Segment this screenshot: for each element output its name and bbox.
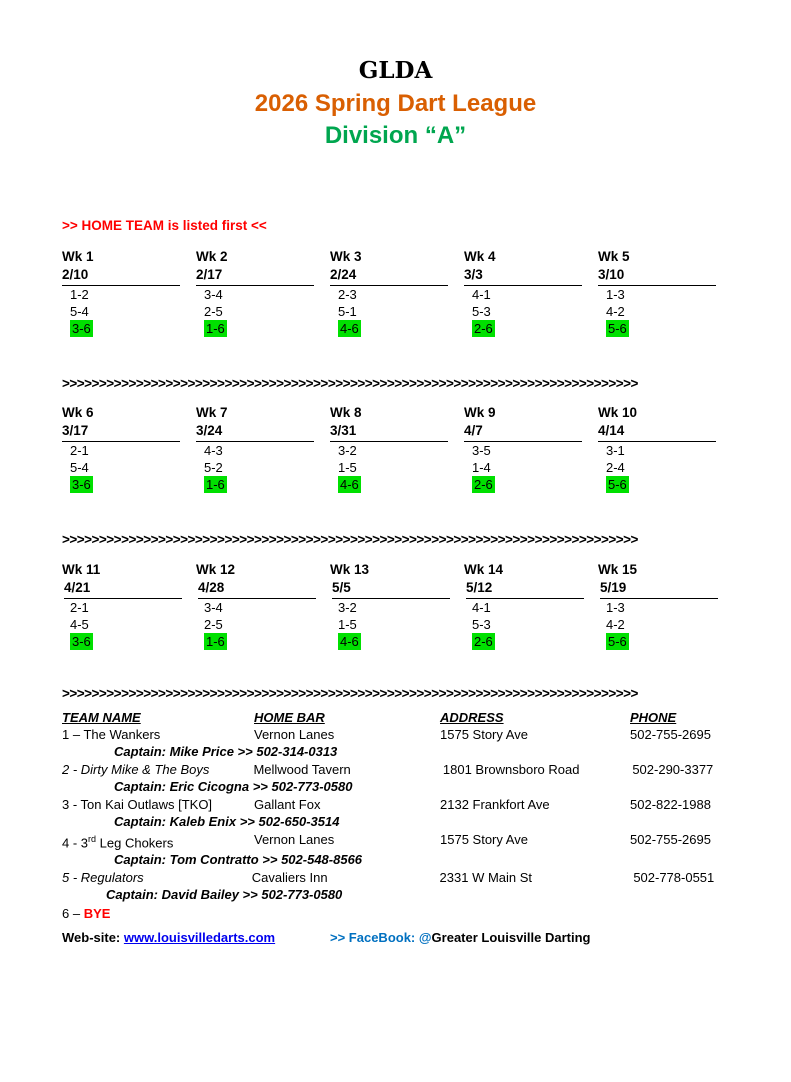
week-label: Wk 2 [196,249,228,264]
matchup: 5-3 [472,617,491,632]
matchup-bye: 5-6 [608,634,627,649]
week-date: 2/10 [62,266,180,286]
matchup: 1-4 [472,460,491,475]
column-header-phone: PHONE [630,710,677,725]
team-home-bar: Cavaliers Inn [251,870,328,886]
matchup: 5-2 [204,460,223,475]
season-title: 2026 Spring Dart League [254,90,537,117]
section-divider: >>>>>>>>>>>>>>>>>>>>>>>>>>>>>>>>>>>>>>>>>>>>>>>>>>>>>>>>>>>>>>>>>>>>>>>>>>>>>> [62,686,638,701]
team-captain: Captain: David Bailey >> 502-773-0580 [106,887,343,903]
week-label: Wk 15 [598,562,638,577]
team-home-bar: Mellwood Tavern [253,762,351,777]
week-date: 3/24 [196,422,314,442]
team-phone: 502-290-3377 [632,762,714,777]
matchup: 4-3 [204,443,223,458]
week-date: 4/14 [598,422,716,442]
table-row [62,831,742,851]
matchup: 3-4 [204,287,223,302]
week-column [598,248,732,337]
week-column [62,248,196,337]
team-phone: 502-778-0551 [633,870,715,886]
team-address: 1801 Brownsboro Road [442,762,580,777]
week-column [330,561,464,650]
week-date: 5/5 [332,579,450,599]
matchup: 4-1 [472,600,491,615]
division-title: Division “A” [324,122,467,149]
website-label: Web-site: [62,930,124,945]
team-home-bar: Gallant Fox [254,797,321,812]
week-date: 5/12 [466,579,584,599]
matchup: 1-3 [606,600,625,615]
team-phone: 502-755-2695 [630,832,711,847]
team-address: 1575 Story Ave [440,727,528,742]
matchup-bye: 5-6 [608,477,627,492]
section-divider: >>>>>>>>>>>>>>>>>>>>>>>>>>>>>>>>>>>>>>>>>>>>>>>>>>>>>>>>>>>>>>>>>>>>>>>>>>>>>> [62,376,638,391]
matchup-bye: 2-6 [474,321,493,336]
matchup-bye: 4-6 [340,321,359,336]
bye-row [62,905,742,922]
column-header-team-name: TEAM NAME [62,710,141,725]
matchup-bye: 5-6 [608,321,627,336]
week-column [330,248,464,337]
week-date: 3/31 [330,422,448,442]
table-row [62,796,742,813]
team-phone: 502-755-2695 [630,727,711,742]
week-date: 4/28 [198,579,316,599]
team-captain: Captain: Kaleb Enix >> 502-650-3514 [114,814,340,829]
matchup: 2-1 [70,443,89,458]
week-label: Wk 1 [62,249,94,264]
matchup: 4-2 [606,617,625,632]
week-date: 4/21 [64,579,182,599]
matchup: 3-2 [338,600,357,615]
schedule-block-1 [62,248,732,337]
week-column [196,404,330,493]
table-row [62,761,742,778]
week-label: Wk 12 [196,562,236,577]
week-column [464,248,598,337]
week-label: Wk 3 [330,249,362,264]
week-label: Wk 7 [196,405,228,420]
bye-label: BYE [83,906,111,922]
matchup: 1-5 [338,460,357,475]
bye-number: 6 – [62,906,84,922]
week-label: Wk 10 [598,405,638,420]
matchup-bye: 1-6 [206,634,225,649]
matchup: 2-4 [606,460,625,475]
matchup: 1-3 [606,287,625,302]
week-column [598,561,732,650]
week-date: 5/19 [600,579,718,599]
matchup: 4-1 [472,287,491,302]
matchup: 3-5 [472,443,491,458]
column-header-address: ADDRESS [440,710,504,725]
column-header-home-bar: HOME BAR [254,710,325,725]
matchup: 2-3 [338,287,357,302]
week-column [464,561,598,650]
matchup-bye: 3-6 [72,634,91,649]
team-phone: 502-822-1988 [630,797,711,812]
team-name: 3 - Ton Kai Outlaws [TKO] [62,797,213,812]
team-address: 2132 Frankfort Ave [440,797,550,812]
week-label: Wk 5 [598,249,630,264]
team-captain: Captain: Mike Price >> 502-314-0313 [114,744,338,759]
matchup-bye: 3-6 [72,477,91,492]
team-captain: Captain: Tom Contratto >> 502-548-8566 [114,852,363,868]
footer-facebook [330,930,590,945]
website-link[interactable]: www.louisvilledarts.com [123,930,276,945]
matchup: 1-5 [338,617,357,632]
week-date: 3/17 [62,422,180,442]
week-label: Wk 14 [464,562,504,577]
week-column [196,248,330,337]
matchup-bye: 2-6 [474,634,493,649]
matchup-bye: 4-6 [340,477,359,492]
week-column [62,404,196,493]
facebook-page: Greater Louisville Darting [431,930,591,945]
week-date: 4/7 [464,422,582,442]
matchup: 3-1 [606,443,625,458]
week-column [464,404,598,493]
matchup-bye: 4-6 [340,634,359,649]
matchup: 3-4 [204,600,223,615]
table-row [62,726,742,743]
team-captain: Captain: Eric Cicogna >> 502-773-0580 [114,779,353,794]
matchup-bye: 3-6 [72,321,91,336]
team-home-bar: Vernon Lanes [254,832,335,847]
matchup: 5-3 [472,304,491,319]
matchup: 4-5 [70,617,89,632]
week-label: Wk 9 [464,405,496,420]
matchup: 2-5 [204,304,223,319]
week-date: 2/17 [196,266,314,286]
teams-table [62,710,742,922]
team-name: 4 - 3rd Leg Chokers [62,834,174,851]
table-row [62,869,742,886]
matchup: 5-4 [70,460,89,475]
matchup: 2-5 [204,617,223,632]
matchup: 5-1 [338,304,357,319]
matchup-bye: 1-6 [206,321,225,336]
week-column [196,561,330,650]
table-header-row [62,710,742,725]
org-title: GLDA [358,57,433,84]
week-label: Wk 4 [464,249,496,264]
matchup-bye: 1-6 [206,477,225,492]
matchup-bye: 2-6 [474,477,493,492]
week-label: Wk 6 [62,405,94,420]
week-date: 3/10 [598,266,716,286]
document-header [0,58,791,150]
matchup: 4-2 [606,304,625,319]
week-column [62,561,196,650]
team-address: 1575 Story Ave [440,832,528,847]
matchup: 5-4 [70,304,89,319]
week-column [598,404,732,493]
facebook-label: >> FaceBook: @ [330,930,432,945]
team-address: 2331 W Main St [439,870,533,886]
team-home-bar: Vernon Lanes [254,727,335,742]
schedule-block-2 [62,404,732,493]
matchup: 2-1 [70,600,89,615]
team-name: 2 - Dirty Mike & The Boys [62,762,210,777]
week-date: 2/24 [330,266,448,286]
schedule-block-3 [62,561,732,650]
team-name: 5 - Regulators [62,870,144,886]
schedule-document [0,58,791,1082]
matchup: 3-2 [338,443,357,458]
matchup: 1-2 [70,287,89,302]
team-name: 1 – The Wankers [62,727,161,742]
week-column [330,404,464,493]
week-label: Wk 11 [62,562,101,577]
section-divider: >>>>>>>>>>>>>>>>>>>>>>>>>>>>>>>>>>>>>>>>>>>>>>>>>>>>>>>>>>>>>>>>>>>>>>>>>>>>>> [62,532,638,547]
home-team-note: >> HOME TEAM is listed first << [62,218,267,233]
week-label: Wk 8 [330,405,362,420]
week-date: 3/3 [464,266,582,286]
week-label: Wk 13 [330,562,370,577]
